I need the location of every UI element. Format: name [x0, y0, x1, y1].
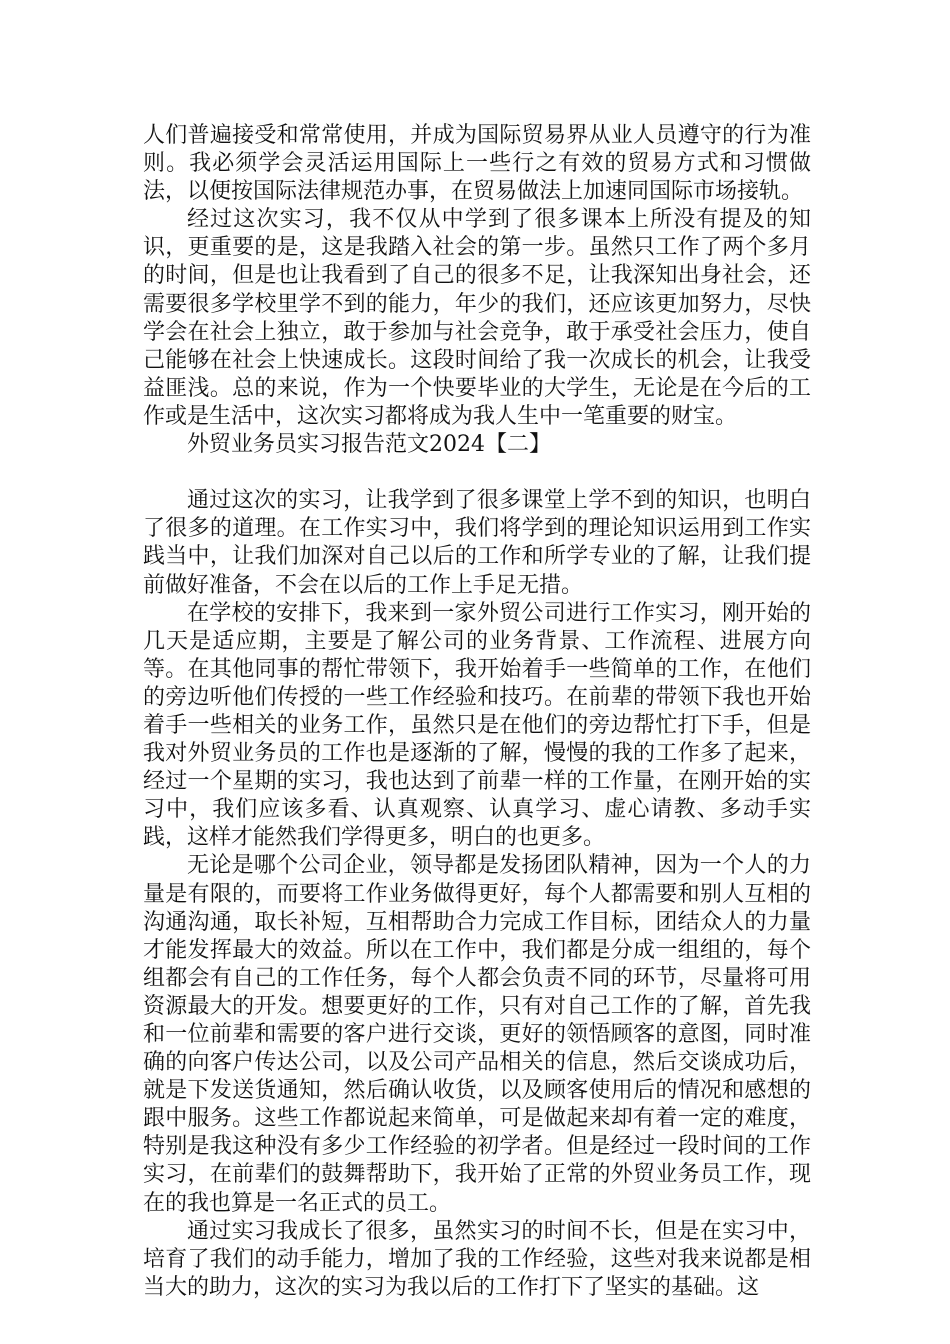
paragraph-continued: 人们普遍接受和常常使用，并成为国际贸易界从业人员遵守的行为准则。我必须学会灵活运用国际上一些行之有效的贸易方式和习惯做法，以便按国际法律规范办事，在贸易做法上加速同国际市场接轨。 [143, 123, 811, 205]
paragraph-arrival: 在学校的安排下，我来到一家外贸公司进行工作实习，刚开始的几天是适应期，主要是了解公司的业务背景、工作流程、进展方向等。在其他同事的帮忙带领下，我开始着手一些简单的工作，在他们的旁边听他们传授的一些工作经验和技巧。在前辈的带领下我也开始着手一些相关的业务工作，虽然只是在他们的旁边帮忙打下手，但是我对外贸业务员的工作也是逐渐的了解，慢慢的我的工作多了起来，经过一个星期的实习，我也达到了前辈一样的工作量，在刚开始的实习中，我们应该多看、认真观察、认真学习、虚心请教、多动手实践，这样才能然我们学得更多，明白的也更多。 [143, 600, 811, 851]
paragraph-internship-summary: 经过这次实习，我不仅从中学到了很多课本上所没有提及的知识，更重要的是，这是我踏入社会的第一步。虽然只工作了两个多月的时间，但是也让我看到了自己的很多不足，让我深知出身社会，还需要很多学校里学不到的能力，年少的我们，还应该更加努力，尽快学会在社会上独立，敢于参加与社会竞争，敢于承受社会压力，使自己能够在社会上快速成长。这段时间给了我一次成长的机会，让我受益匪浅。总的来说，作为一个快要毕业的大学生，无论是在今后的工作或是生活中，这次实习都将成为我人生中一笔重要的财宝。 [143, 207, 811, 429]
blank-line [143, 459, 811, 487]
paragraph-intro: 通过这次的实习，让我学到了很多课堂上学不到的知识，也明白了很多的道理。在工作实习中，我们将学到的理论知识运用到工作实践当中，让我们加深对自己以后的工作和所学专业的了解，让我们提前做好准备，不会在以后的工作上手足无措。 [143, 488, 811, 598]
paragraph-growth: 通过实习我成长了很多，虽然实习的时间不长，但是在实习中，培育了我们的动手能力，增加了我的工作经验，这些对我来说都是相当大的助力，这次的实习为我以后的工作打下了坚实的基础。这 [143, 1218, 811, 1300]
document-page [143, 122, 811, 1302]
paragraph-teamwork: 无论是哪个公司企业，领导都是发扬团队精神，因为一个人的力量是有限的，而要将工作业务做得更好，每个人都需要和别人互相的沟通沟通，取长补短，互相帮助合力完成工作目标，团结众人的力量才能发挥最大的效益。所以在工作中，我们都是分成一组组的，每个组都会有自己的工作任务，每个人都会负责不同的环节，尽量将可用资源最大的开发。想要更好的工作，只有对自己工作的了解，首先我和一位前辈和需要的客户进行交谈，更好的领悟顾客的意图，同时准确的向客户传达公司，以及公司产品相关的信息，然后交谈成功后，就是下发送货通知，然后确认收货，以及顾客使用后的情况和感想的跟中服务。这些工作都说起来简单，可是做起来却有着一定的难度，特别是我这种没有多少工作经验的初学者。但是经过一段时间的工作实习，在前辈们的鼓舞帮助下，我开始了正常的外贸业务员工作，现在的我也算是一名正式的员工。 [143, 853, 811, 1216]
section-heading: 外贸业务员实习报告范文2024【二】 [187, 432, 551, 458]
